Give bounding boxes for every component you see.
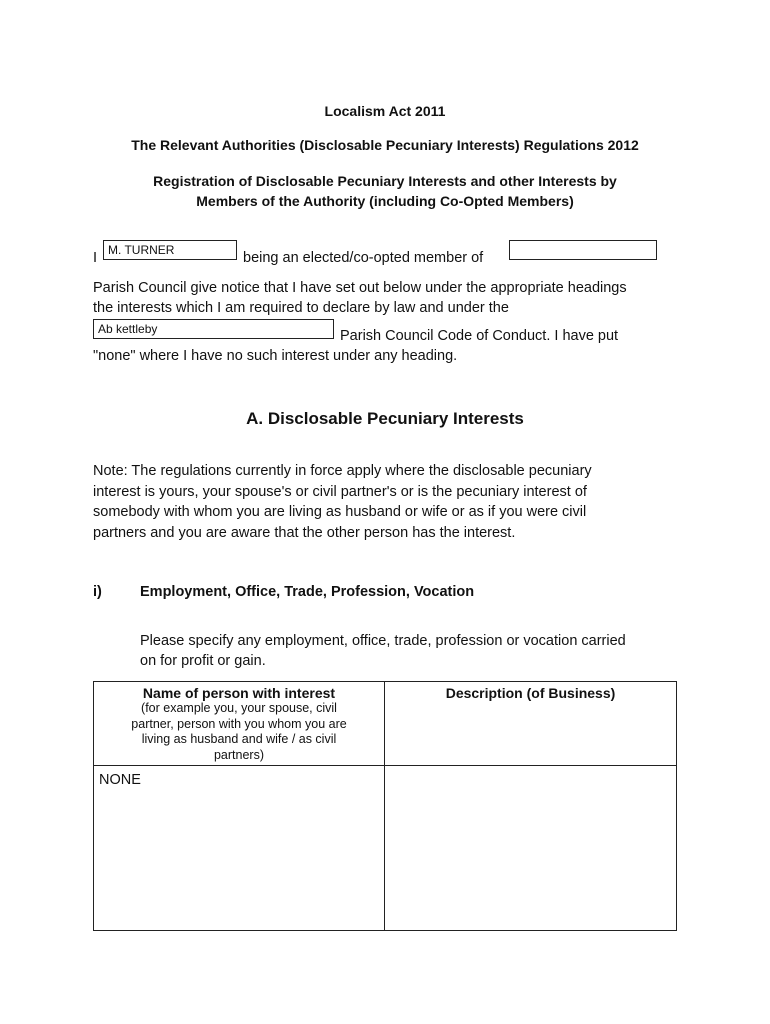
declaration-being-text: being an elected/co-opted member of [243, 250, 484, 266]
declaration-line5: "none" where I have no such interest under any heading. [93, 348, 458, 364]
note-line: Note: The regulations currently in force apply where the disclosable pecuniary [93, 463, 592, 479]
employment-table [93, 681, 677, 931]
act-title: Localism Act 2011 [324, 103, 446, 119]
registration-heading [0, 171, 770, 211]
parish-name-field[interactable]: Ab kettleby [93, 319, 334, 339]
declaration-line3: the interests which I am required to declare by law and under the [93, 300, 509, 316]
subsection-number: i) [93, 584, 102, 600]
registration-heading-line2: Members of the Authority (including Co-Opted Members) [196, 193, 574, 209]
name-header-subtitle-line: (for example you, your spouse, civil [141, 701, 337, 715]
instruction-line: on for profit or gain. [140, 653, 266, 669]
note-line: partners and you are aware that the other person has the interest. [93, 524, 516, 541]
note-line: interest is yours, your spouse's or civil partner's or is the pecuniary interest of [93, 483, 587, 500]
name-header-title: Name of person with interest [142, 685, 336, 701]
declaration-line2: Parish Council give notice that I have set out below under the appropriate headings [93, 280, 627, 296]
name-header-subtitle [94, 701, 384, 765]
member-name-field[interactable]: M. TURNER [103, 240, 237, 260]
declaration-prefix: I [93, 250, 98, 266]
name-header-subtitle-line: partners) [213, 747, 265, 762]
name-header-subtitle-line: living as husband and wife / as civil [141, 732, 337, 746]
table-row [94, 766, 677, 931]
instruction-line: Please specify any employment, office, trade, profession or vocation carried [140, 633, 626, 649]
description-column-header [385, 682, 677, 766]
name-header-subtitle-line: partner, person with you whom you are [131, 716, 347, 731]
section-a-note [93, 461, 693, 543]
name-cell[interactable] [94, 766, 385, 931]
note-line: somebody with whom you are living as husband or wife or as if you were civil [93, 504, 587, 520]
name-column-header [94, 682, 385, 766]
name-cell-text: NONE [99, 772, 141, 788]
subsection-instruction [140, 631, 680, 671]
table-header-row [94, 682, 677, 766]
section-a-title: A. Disclosable Pecuniary Interests [246, 409, 524, 428]
description-cell[interactable] [385, 766, 677, 931]
authority-name-field[interactable] [509, 240, 657, 260]
regulations-title: The Relevant Authorities (Disclosable Pecuniary Interests) Regulations 2012 [131, 137, 639, 153]
declaration-code-text: Parish Council Code of Conduct. I have put [340, 328, 619, 344]
description-cell-text [385, 766, 676, 772]
description-header-title: Description (of Business) [445, 685, 616, 701]
registration-heading-line1: Registration of Disclosable Pecuniary Interests and other Interests by [153, 173, 617, 189]
subsection-title: Employment, Office, Trade, Profession, Vocation [140, 584, 475, 600]
